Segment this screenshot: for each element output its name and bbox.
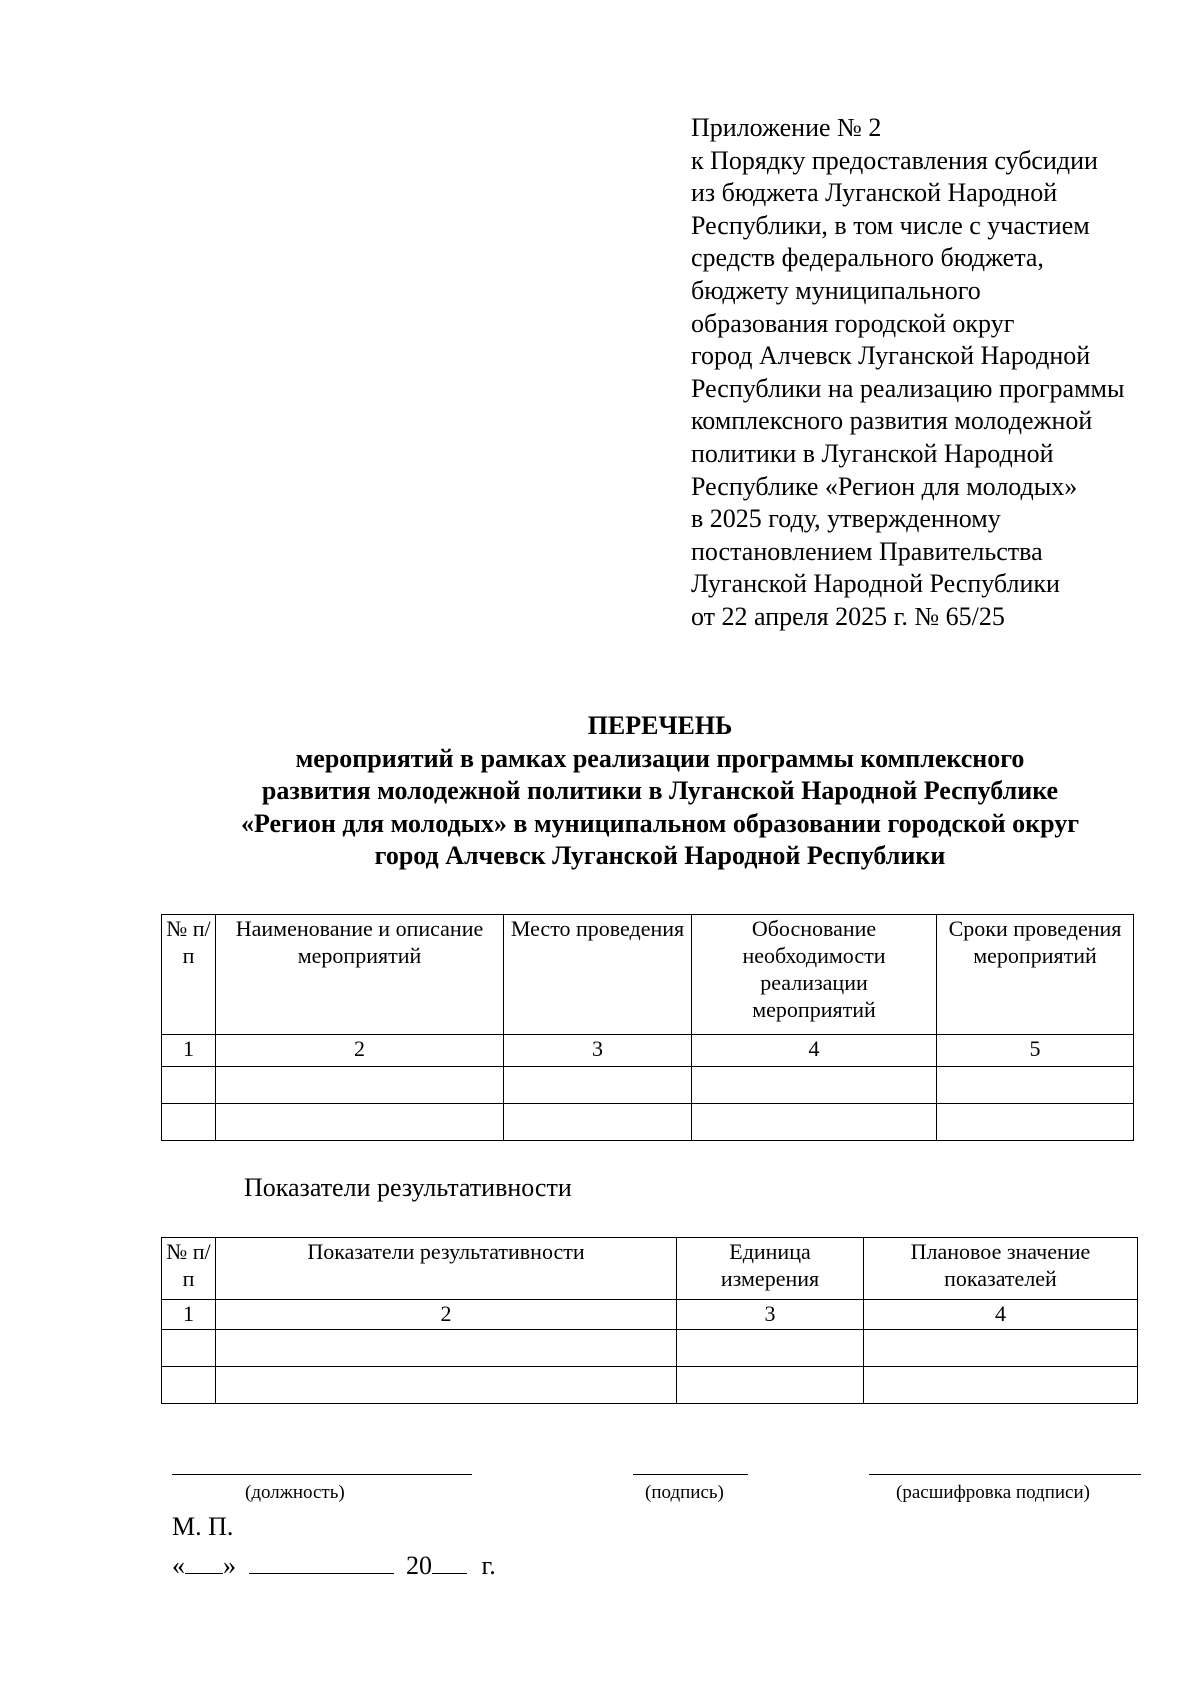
seal-place: М. П. — [172, 1512, 234, 1541]
title-heading: ПЕРЕЧЕНЬ — [587, 711, 733, 740]
column-number-row — [162, 1035, 1134, 1067]
table-cell — [504, 1104, 692, 1141]
signature-line — [633, 1474, 748, 1475]
column-number: 4 — [692, 1035, 937, 1067]
annex-line: постановлением Правительства — [691, 536, 1043, 566]
title-line: мероприятий в рамках реализации программы комплексного — [295, 743, 1025, 773]
table-cell — [677, 1330, 864, 1367]
table-cell — [937, 1067, 1134, 1104]
table-cell — [162, 1367, 216, 1404]
date-close-quote: » — [223, 1551, 236, 1580]
year-suffix: г. — [481, 1551, 496, 1580]
column-number: 3 — [677, 1300, 864, 1330]
table-cell — [937, 1104, 1134, 1141]
title-line: «Регион для молодых» в муниципальном образовании городской округ — [240, 808, 1080, 838]
decoding-line — [869, 1474, 1141, 1475]
annex-block — [691, 112, 1191, 634]
annex-line: средств федерального бюджета, — [691, 243, 1044, 273]
day-blank — [185, 1551, 223, 1574]
table-cell — [692, 1104, 937, 1141]
annex-line: бюджету муниципального — [691, 275, 981, 305]
annex-line: город Алчевск Луганской Народной — [691, 341, 1091, 371]
column-number: 2 — [216, 1300, 677, 1330]
table-row — [162, 1330, 1138, 1367]
annex-line: из бюджета Луганской Народной — [691, 178, 1058, 208]
column-header: № п/п — [162, 1238, 216, 1300]
indicators-heading: Показатели результативности — [244, 1173, 572, 1202]
column-header: Наименование и описание мероприятий — [216, 915, 504, 1035]
position-line — [172, 1474, 472, 1475]
annex-line: политики в Луганской Народной — [691, 438, 1054, 468]
column-number: 1 — [162, 1300, 216, 1330]
column-number: 5 — [937, 1035, 1134, 1067]
year-prefix: 20 — [406, 1551, 432, 1580]
annex-line: комплексного развития молодежной — [691, 406, 1093, 436]
annex-line: образования городской округ — [691, 308, 1015, 338]
table-cell — [504, 1067, 692, 1104]
column-header: Плановое значение показателей — [864, 1238, 1138, 1300]
annex-line: Республики, в том числе с участием — [691, 210, 1090, 240]
table-row — [162, 1067, 1134, 1104]
table-row — [162, 1367, 1138, 1404]
annex-line: Республике «Регион для молодых» — [691, 471, 1078, 501]
table-row — [162, 1104, 1134, 1141]
column-number: 2 — [216, 1035, 504, 1067]
column-number: 4 — [864, 1300, 1138, 1330]
table-cell — [677, 1367, 864, 1404]
table-cell — [162, 1330, 216, 1367]
table-cell — [162, 1067, 216, 1104]
table-cell — [864, 1330, 1138, 1367]
annex-line: Республики на реализацию программы — [691, 373, 1125, 403]
document-title — [0, 710, 1200, 873]
annex-line: в 2025 году, утвержденному — [691, 504, 1001, 534]
column-header: Место проведения — [504, 915, 692, 1035]
year-blank — [432, 1551, 467, 1574]
table-cell — [216, 1330, 677, 1367]
column-header: Показатели результативности — [216, 1238, 677, 1300]
table-header-row — [162, 915, 1134, 1035]
column-number-row — [162, 1300, 1138, 1330]
column-header: Сроки проведения мероприятий — [937, 915, 1134, 1035]
decoding-caption: (расшифровка подписи) — [896, 1482, 1090, 1503]
column-header: Обоснование необходимости реализации мероприятий — [692, 915, 937, 1035]
table-cell — [216, 1067, 504, 1104]
column-header: № п/п — [162, 915, 216, 1035]
table-cell — [216, 1367, 677, 1404]
title-line: город Алчевск Луганской Народной Республики — [374, 841, 946, 871]
date-open-quote: « — [172, 1551, 185, 1580]
table-header-row — [162, 1238, 1138, 1300]
table-cell — [162, 1104, 216, 1141]
column-number: 3 — [504, 1035, 692, 1067]
annex-line: Луганской Народной Республики — [691, 569, 1060, 599]
table-cell — [864, 1367, 1138, 1404]
position-caption: (должность) — [245, 1482, 345, 1503]
activities-table — [161, 914, 1134, 1141]
table-cell — [692, 1067, 937, 1104]
date-line — [172, 1551, 496, 1581]
table-cell — [216, 1104, 504, 1141]
column-number: 1 — [162, 1035, 216, 1067]
annex-line: Приложение № 2 — [691, 113, 882, 142]
month-blank — [249, 1551, 394, 1574]
indicators-table — [161, 1237, 1138, 1404]
title-line: развития молодежной политики в Луганской Народной Республике — [261, 776, 1059, 806]
column-header: Единица измерения — [677, 1238, 864, 1300]
signature-caption: (подпись) — [645, 1482, 724, 1503]
annex-line: от 22 апреля 2025 г. № 65/25 — [691, 601, 1005, 631]
annex-line: к Порядку предоставления субсидии — [691, 145, 1098, 175]
